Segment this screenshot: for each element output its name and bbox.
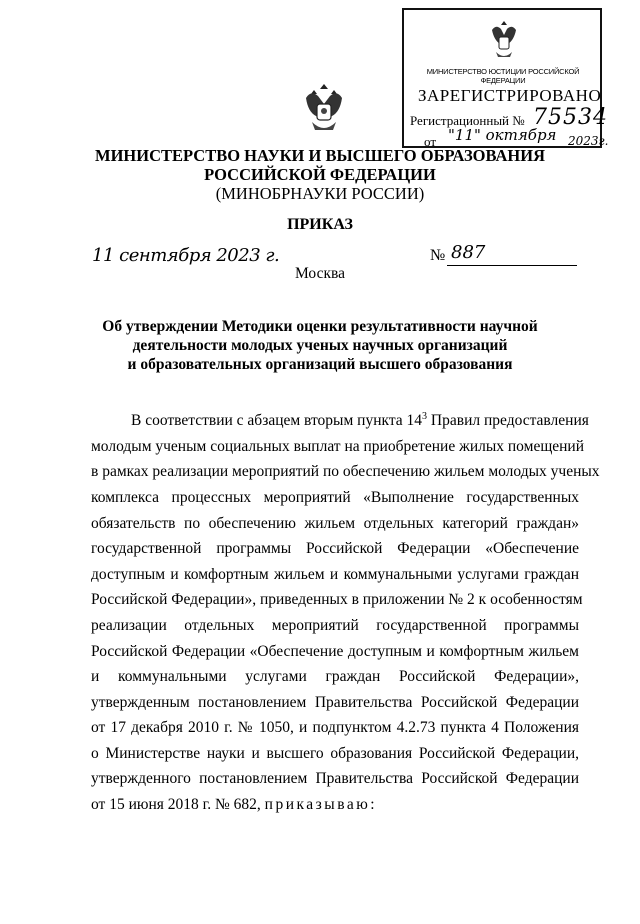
body-line: в рамках реализации мероприятий по обеспечению жильем молодых ученых: [91, 463, 600, 481]
coat-of-arms-icon: [486, 18, 522, 62]
body-line: и коммунальными услугами граждан Российской Федерации»,: [91, 668, 579, 686]
registration-stamp: [402, 8, 609, 149]
stamp-ministry: МИНИСТЕРСТВО ЮСТИЦИИ РОССИЙСКОЙ ФЕДЕРАЦИИ: [426, 67, 580, 85]
subject-line: деятельности молодых ученых научных организаций: [132, 337, 508, 354]
body-line: Российской Федерации», приведенных в приложении № 2 к особенностям: [91, 591, 583, 609]
body-line: Российской Федерации «Обеспечение доступным и комфортным жильем: [91, 642, 579, 660]
stamp-date: "11" октября: [448, 126, 557, 144]
body-line: доступным и комфортным жильем и коммунальными услугами граждан: [91, 565, 579, 583]
city: Москва: [295, 265, 345, 282]
order-date: 11 сентября 2023 г.: [92, 245, 280, 266]
stamp-regnum: 75534: [533, 105, 608, 130]
body-line: реализации отдельных мероприятий государственной программы: [91, 616, 579, 634]
order-number-label: №: [430, 247, 446, 264]
body-paragraph: [91, 404, 600, 818]
order-number: 887: [451, 242, 486, 263]
body-line: от 15 июня 2018 г. № 682, приказываю:: [91, 796, 378, 814]
subject-line: и образовательных организаций высшего образования: [127, 356, 513, 373]
document-type: ПРИКАЗ: [287, 216, 353, 233]
stamp-date-year: 2023г.: [568, 134, 609, 148]
body-line: о Министерстве науки и высшего образования Российской Федерации,: [91, 744, 579, 762]
body-line: молодым ученым социальных выплат на приобретение жилых помещений: [91, 437, 585, 455]
country-name: РОССИЙСКОЙ ФЕДЕРАЦИИ: [204, 165, 436, 184]
stamp-registered: ЗАРЕГИСТРИРОВАНО: [418, 86, 602, 105]
body-line: от 17 декабря 2010 г. № 1050, и подпунктом 4.2.73 пункта 4 Положения: [91, 719, 579, 737]
ministry-abbreviation: (МИНОБРНАУКИ РОССИИ): [215, 184, 425, 203]
stamp-regnum-label: Регистрационный №: [410, 113, 525, 128]
order-verb: приказываю:: [264, 796, 378, 814]
ministry-name: МИНИСТЕРСТВО НАУКИ И ВЫСШЕГО ОБРАЗОВАНИЯ: [95, 146, 545, 165]
body-line: государственной программы Российской Федерации «Обеспечение: [91, 540, 579, 558]
body-line: обязательств по обеспечению жильем отдельных категорий граждан»: [91, 514, 579, 532]
body-line: комплекса процессных мероприятий «Выполнение государственных: [91, 488, 579, 506]
body-line: утвержденного постановлением Правительства Российской Федерации: [91, 770, 579, 788]
coat-of-arms-icon: [302, 82, 346, 136]
subject-line: Об утверждении Методики оценки результативности научной: [102, 318, 538, 335]
stamp-date-prefix: от: [424, 134, 437, 149]
body-line: утвержденным постановлением Правительства Российской Федерации: [91, 693, 579, 711]
body-line: В соответствии с абзацем вторым пункта $14^3$ Правил предоставления: [131, 411, 589, 430]
